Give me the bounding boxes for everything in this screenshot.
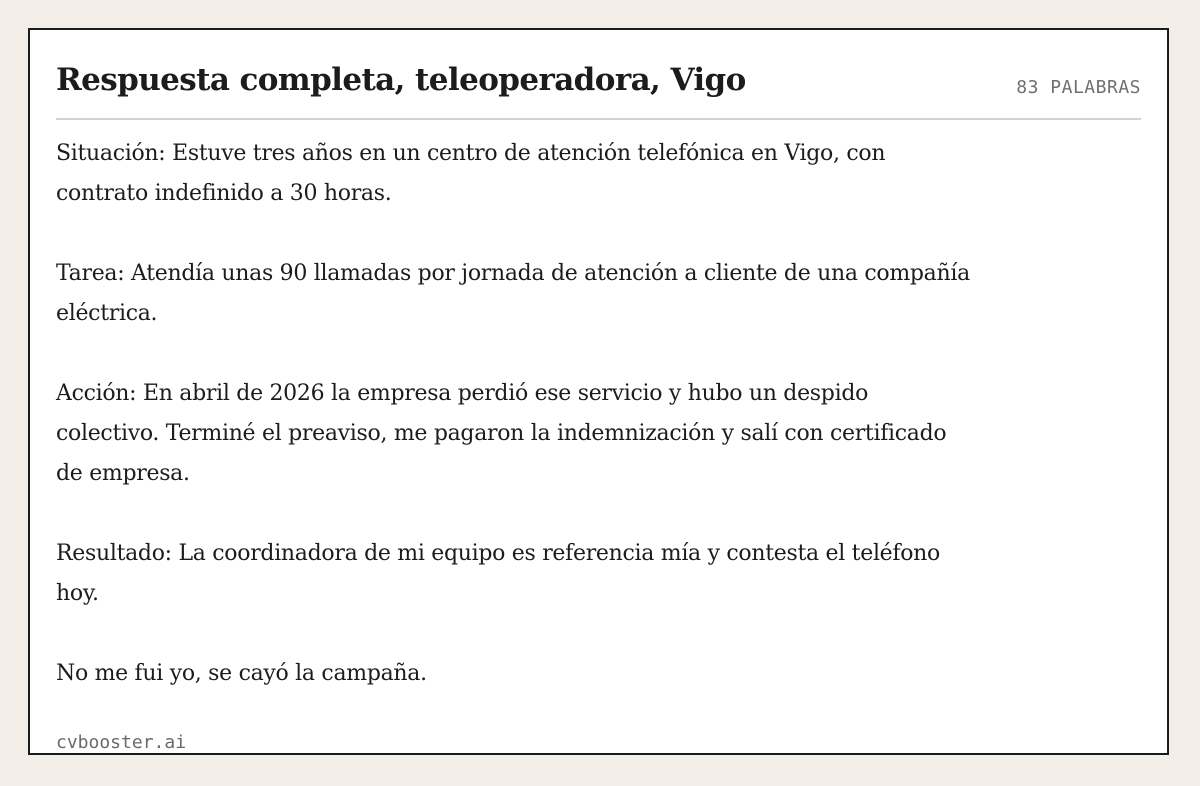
card-header [56, 44, 1141, 120]
paragraph-task: Tarea: Atendía unas 90 llamadas por jornada de atención a cliente de una compañía eléctrica. [56, 261, 970, 326]
answer-card [28, 28, 1169, 755]
answer-body [56, 134, 976, 734]
word-count-badge: 83 PALABRAS [1016, 77, 1141, 98]
brand-footer: cvbooster.ai [56, 732, 187, 753]
paragraph-situation: Situación: Estuve tres años en un centro de atención telefónica en Vigo, con contrato indefinido a 30 horas. [56, 141, 886, 206]
page-title: Respuesta completa, teleoperadora, Vigo [56, 62, 746, 98]
paragraph-action: Acción: En abril de 2026 la empresa perdió ese servicio y hubo un despido colectivo. Terminé el preaviso, me pagaron la indemnización y salí con certificado de empresa. [56, 381, 947, 486]
paragraph-result: Resultado: La coordinadora de mi equipo es referencia mía y contesta el teléfono hoy. [56, 541, 940, 606]
paragraph-closing: No me fui yo, se cayó la campaña. [56, 661, 427, 686]
